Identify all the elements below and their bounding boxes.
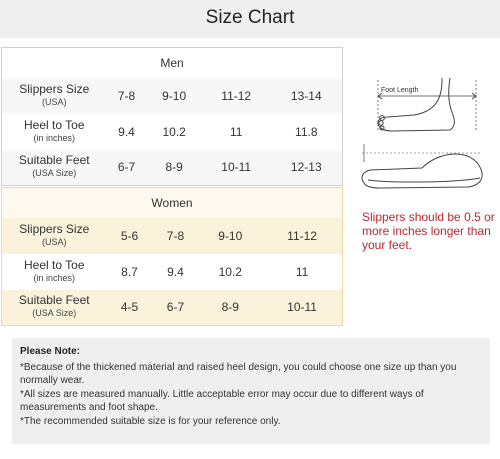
women-heading: Women xyxy=(2,188,343,218)
table-cell: 8-9 xyxy=(198,290,262,326)
table-cell: 6-7 xyxy=(107,150,147,186)
table-cell: 10.2 xyxy=(162,124,186,139)
table-cell: 11-12 xyxy=(202,78,271,114)
table-cell: 9-10 xyxy=(198,218,262,254)
women-size-table xyxy=(1,187,343,326)
table-cell: 11 xyxy=(229,124,243,139)
table-cell: 10-11 xyxy=(262,290,342,326)
slipper-outline-icon xyxy=(362,154,482,188)
men-heading-row xyxy=(2,48,343,78)
table-cell: 7-8 xyxy=(152,218,198,254)
title-bar xyxy=(0,0,500,38)
women-heading-row xyxy=(2,188,343,218)
table-cell: 12-13 xyxy=(271,150,343,186)
table-cell: 11 xyxy=(295,264,309,279)
table-row xyxy=(2,78,343,114)
row-label xyxy=(2,114,107,150)
row-label-main: Suitable Feet xyxy=(18,293,90,308)
men-heading: Men xyxy=(160,55,184,70)
row-label-main: Heel to Toe xyxy=(24,117,85,132)
table-cell: 6-7 xyxy=(152,290,198,326)
table-cell: 13-14 xyxy=(271,78,343,114)
row-label-sub: (USA Size) xyxy=(32,308,77,319)
table-cell: 9.4 xyxy=(167,264,184,279)
row-label xyxy=(2,150,107,186)
table-cell: 4-5 xyxy=(107,290,153,326)
row-label xyxy=(2,78,107,114)
table-row xyxy=(2,150,343,186)
row-label-main: Slippers Size xyxy=(19,81,90,96)
foot-length-label: Foot Length xyxy=(381,87,419,94)
table-cell: 5-6 xyxy=(107,218,153,254)
row-label-main: Slippers Size xyxy=(19,221,90,236)
row-label-main: Heel to Toe xyxy=(24,257,85,272)
please-note-title: Please Note: xyxy=(20,346,81,357)
foot-slipper-diagram xyxy=(352,70,492,195)
table-cell: 9.4 xyxy=(118,124,135,139)
please-note-box xyxy=(12,338,490,444)
note-line: *Because of the thickened material and raised heel design, you could choose one size up than you normally wear. xyxy=(20,362,457,386)
row-label-sub: (USA Size) xyxy=(32,168,77,179)
table-cell: 7-8 xyxy=(107,78,147,114)
row-label-sub: (in inches) xyxy=(33,272,75,283)
table-cell: 11-12 xyxy=(262,218,342,254)
table-row xyxy=(2,254,343,290)
note-line: *The recommended suitable size is for your reference only. xyxy=(20,416,281,427)
row-label xyxy=(2,290,107,326)
men-size-table xyxy=(1,47,343,186)
table-cell: 9-10 xyxy=(146,78,201,114)
foot-outline-icon xyxy=(378,78,454,131)
row-label xyxy=(2,254,107,290)
table-cell: 10.2 xyxy=(218,264,242,279)
table-cell: 11.8 xyxy=(295,124,318,139)
table-cell: 10-11 xyxy=(202,150,271,186)
page-title: Size Chart xyxy=(205,7,295,28)
table-row xyxy=(2,114,343,150)
note-line: *All sizes are measured manually. Little acceptable error may occur due to different ways of measurements and foot shape. xyxy=(20,389,424,413)
table-cell: 8.7 xyxy=(121,264,138,279)
table-row xyxy=(2,290,343,326)
table-cell: 8-9 xyxy=(146,150,201,186)
row-label-sub: (USA) xyxy=(42,236,67,247)
row-label-sub: (USA) xyxy=(42,96,67,107)
row-label-sub: (in inches) xyxy=(33,132,75,143)
row-label xyxy=(2,218,107,254)
table-row xyxy=(2,218,343,254)
size-advice-note: Slippers should be 0.5 or more inches longer than your feet. xyxy=(362,210,495,252)
row-label-main: Suitable Feet xyxy=(18,153,90,168)
